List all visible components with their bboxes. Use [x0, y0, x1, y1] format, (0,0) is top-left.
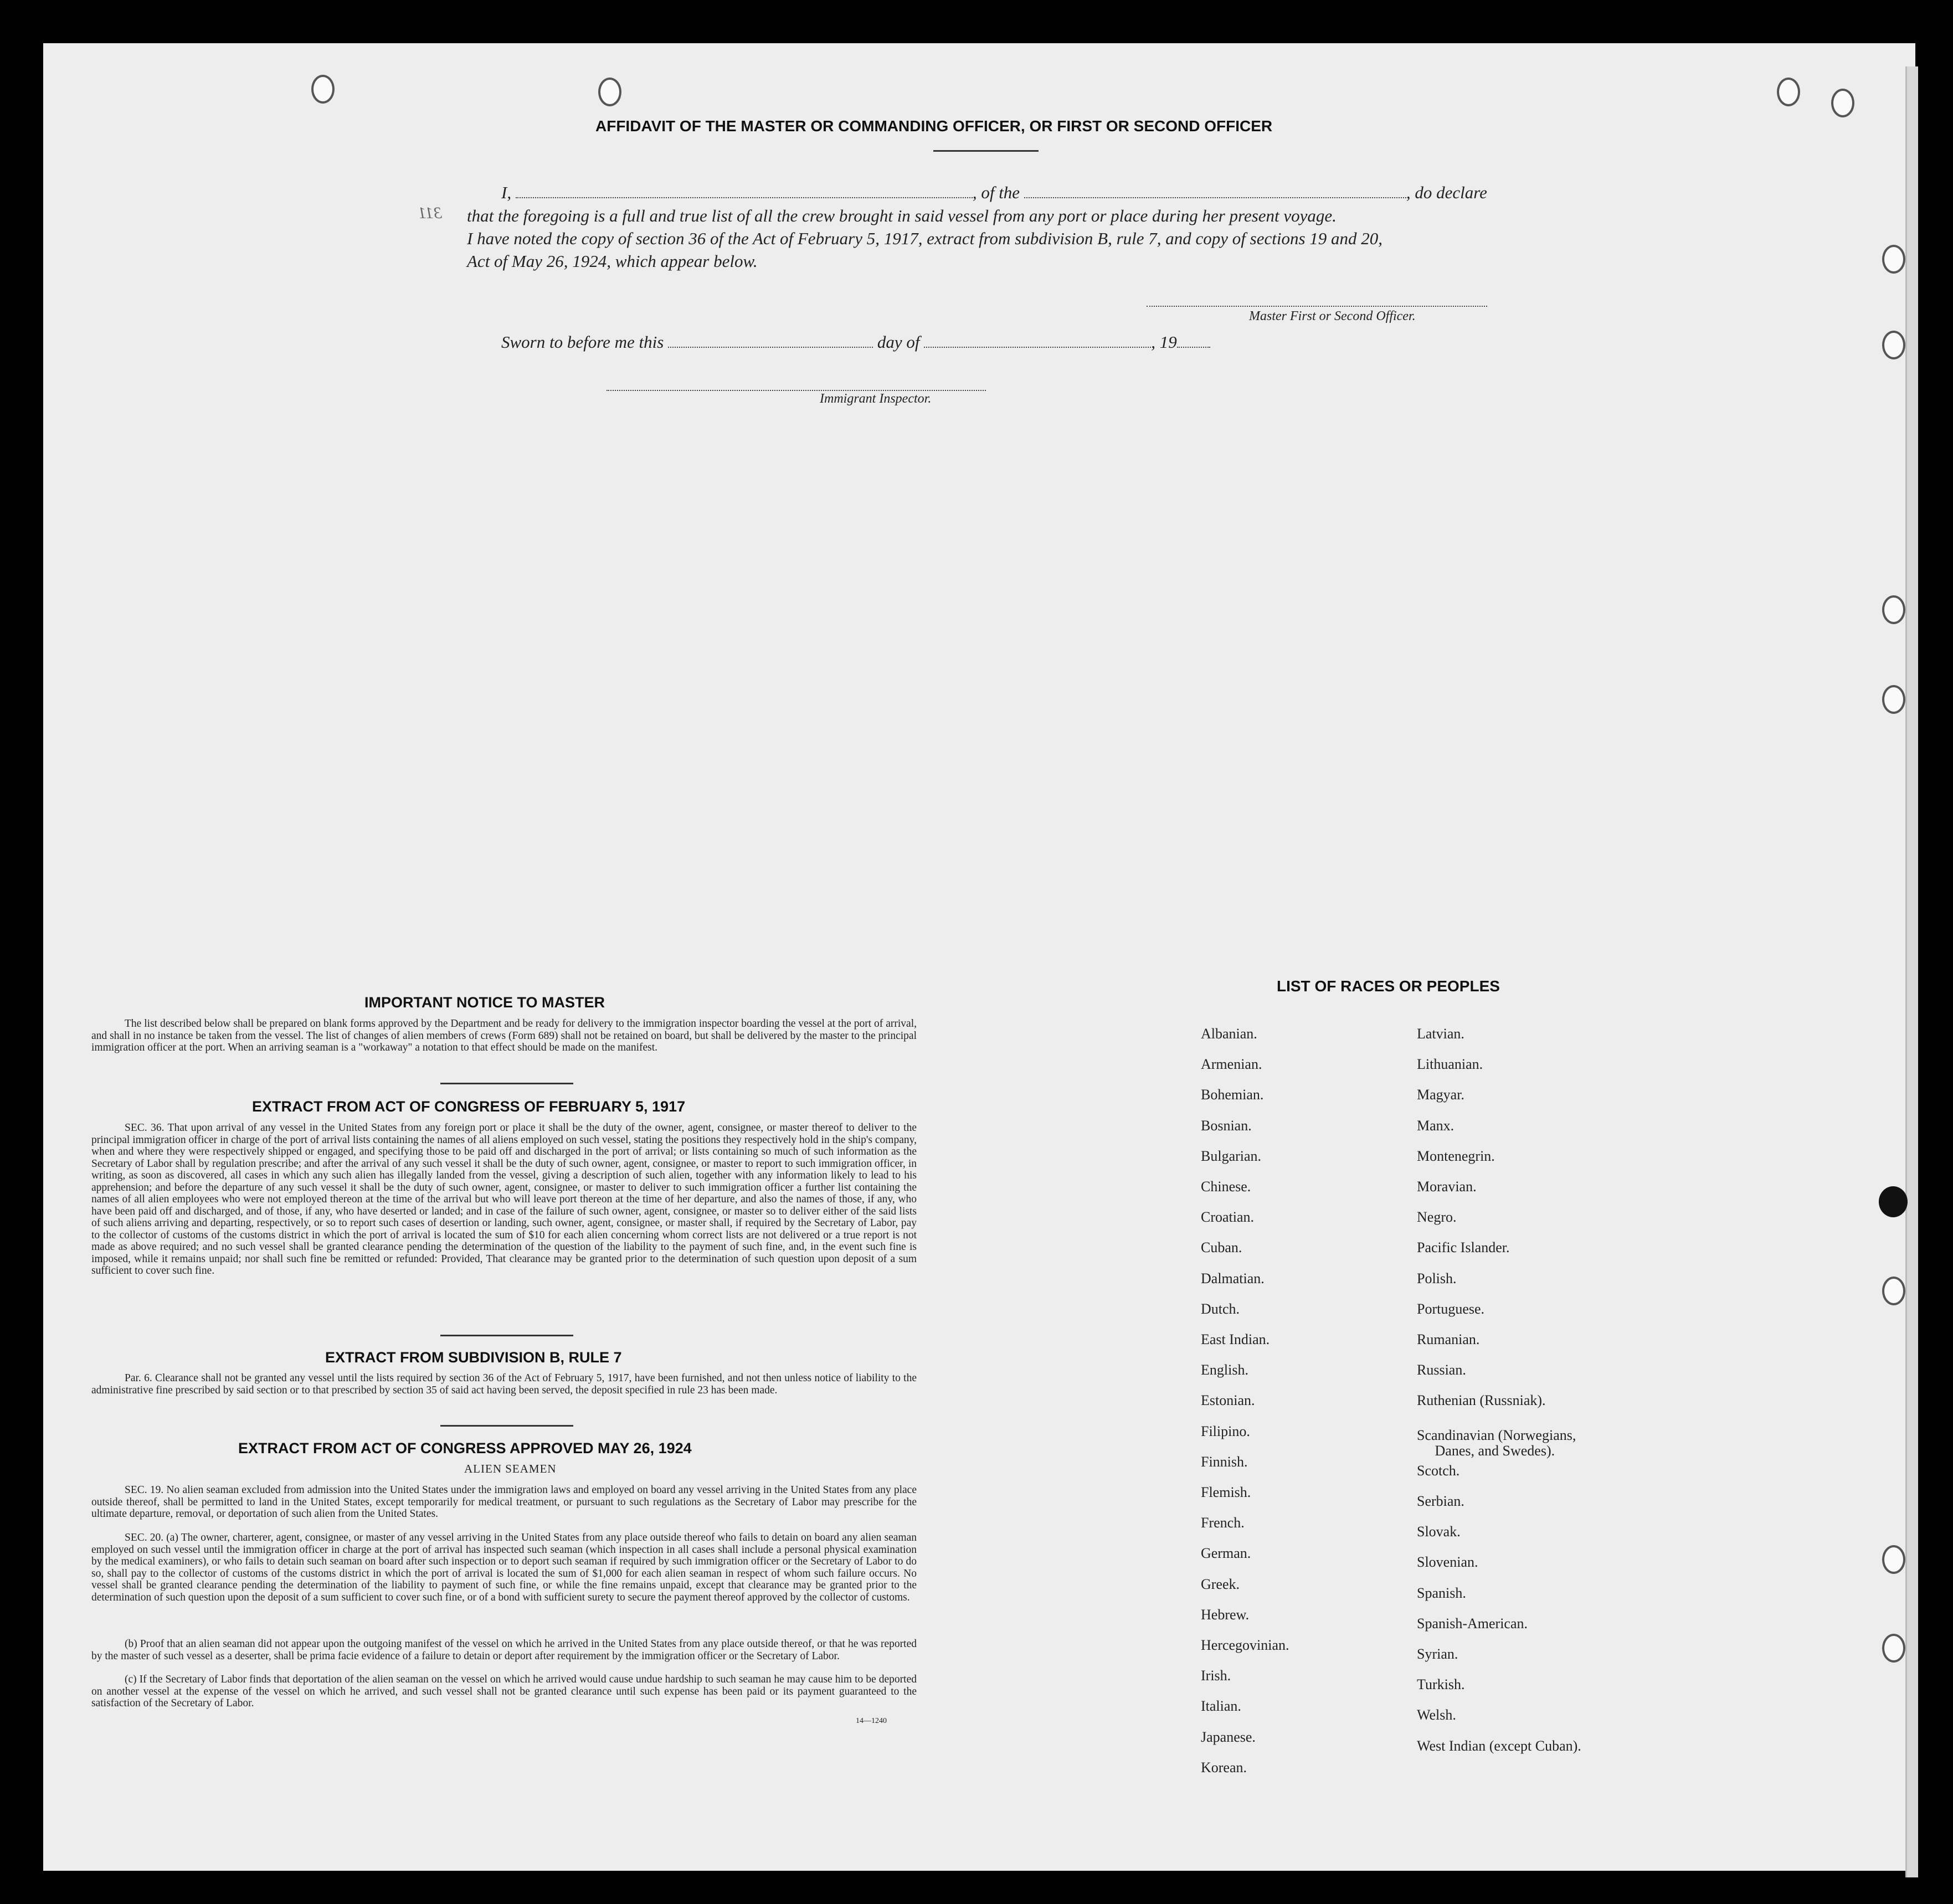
race-item: Welsh. — [1417, 1707, 1456, 1723]
page-mark: 311 — [418, 204, 442, 222]
race-item: Manx. — [1417, 1117, 1455, 1134]
declarant-name-field[interactable] — [516, 197, 973, 198]
race-item: Dutch. — [1201, 1300, 1240, 1317]
race-item: Chinese. — [1201, 1179, 1251, 1195]
race-item: Rumanian. — [1417, 1331, 1480, 1347]
page-edge — [1905, 66, 1918, 1877]
race-item: Bulgarian. — [1201, 1147, 1262, 1164]
sworn-label: Sworn to before me this — [501, 332, 664, 352]
race-item: Irish. — [1201, 1668, 1231, 1684]
punch-hole-icon — [1882, 331, 1905, 359]
race-item: Syrian. — [1417, 1646, 1458, 1662]
race-item: Estonian. — [1201, 1392, 1255, 1409]
punch-hole-icon — [311, 75, 335, 104]
punch-hole-icon — [1882, 245, 1905, 274]
race-item: Montenegrin. — [1417, 1147, 1495, 1164]
race-item: Finnish. — [1201, 1453, 1248, 1470]
race-item: Bosnian. — [1201, 1117, 1252, 1134]
race-item: Slovak. — [1417, 1524, 1461, 1540]
race-item: Korean. — [1201, 1759, 1247, 1776]
race-item: Portuguese. — [1417, 1300, 1485, 1317]
race-item: Italian. — [1201, 1698, 1241, 1715]
sec20b-text: (b) Proof that an alien seaman did not appear upon the outgoing manifest of the vessel on which he arrived in the United States from any place outside thereof, or that he was reported by the master of such vessel as a deserter, shall be prima facie evidence of a failure to detain or deport after requirement by the immigration officer or the Secretary of Labor. — [91, 1638, 917, 1662]
race-item: Hercegovinian. — [1201, 1637, 1289, 1653]
master-signature-line[interactable] — [1147, 305, 1487, 307]
year-label: , 19 — [1151, 332, 1177, 352]
race-item: Hebrew. — [1201, 1606, 1250, 1623]
punch-hole-icon — [598, 78, 621, 106]
race-item: Scandinavian (Norwegians, Danes, and Swedes). — [1417, 1427, 1576, 1459]
affidavit-title: AFFIDAVIT OF THE MASTER OR COMMANDING OFFICER, OR FIRST OR SECOND OFFICER — [595, 117, 1273, 135]
affidavit-line-3: I have noted the copy of section 36 of the Act of February 5, 1917, extract from subdivision B, rule 7, and copy of sections 19 and 20, — [467, 229, 1383, 248]
race-item: Polish. — [1417, 1270, 1457, 1287]
declarant-prefix: I, — [501, 183, 512, 202]
sworn-day-field[interactable] — [668, 346, 873, 348]
sworn-line — [501, 332, 1210, 352]
sec19-text: SEC. 19. No alien seaman excluded from admission into the United States under the immigration laws and employed on board any vessel arriving in the United States from any place outside thereof, shall be permitted to land in the United States, except temporarily for medical treatment, or pursuant to such regulations as the Secretary of Labor may prescribe for the ultimate departure, removal, or deportation of such alien from the United States. — [91, 1484, 917, 1520]
notice-text: The list described below shall be prepared on blank forms approved by the Department and be ready for delivery to the immigration inspector boarding the vessel at the port of arrival, and shall in no instance be taken from the vessel. The list of changes of alien members of crews (Form 689) shall not be retained on board, but shall be delivered by the master to the principal immigration officer at the port. When an arriving seaman is a "workaway" a notation to that effect should be made on the manifest. — [91, 1018, 917, 1053]
punch-hole-icon — [1882, 1277, 1905, 1305]
alien-seamen-subtitle: ALIEN SEAMEN — [464, 1462, 557, 1475]
race-item: Greek. — [1201, 1576, 1240, 1592]
notice-title: IMPORTANT NOTICE TO MASTER — [364, 994, 605, 1011]
punch-hole-icon — [1882, 1545, 1905, 1574]
rule7-title: EXTRACT FROM SUBDIVISION B, RULE 7 — [325, 1349, 622, 1366]
race-item: Filipino. — [1201, 1423, 1250, 1439]
sworn-month-field[interactable] — [924, 346, 1151, 348]
divider — [440, 1335, 573, 1336]
sworn-year-field[interactable] — [1177, 346, 1210, 348]
race-item: Ruthenian (Russniak). — [1417, 1392, 1546, 1409]
extract-1917-title: EXTRACT FROM ACT OF CONGRESS OF FEBRUARY 5, 1917 — [252, 1098, 686, 1115]
race-item: Magyar. — [1417, 1087, 1464, 1103]
race-item: East Indian. — [1201, 1331, 1270, 1347]
race-item: Croatian. — [1201, 1209, 1255, 1226]
punch-hole-icon — [1882, 595, 1905, 624]
race-item: Spanish. — [1417, 1584, 1466, 1601]
form-number: 14—1240 — [856, 1717, 887, 1725]
race-item: West Indian (except Cuban). — [1417, 1737, 1581, 1754]
race-item: Scotch. — [1417, 1462, 1460, 1479]
race-item: Serbian. — [1417, 1493, 1464, 1509]
sec20a-text: SEC. 20. (a) The owner, charterer, agent, consignee, or master of any vessel arriving in the United States from any place outside thereof who fails to detain on board any alien seaman employed on such vessel until the immigration officer in charge at the port of arrival has inspected such seaman (which inspection in all cases shall include a personal physical examination by the medical examiners), or who fails to detain such seaman on board after such inspection or to deport such seaman if required by such immigration officer or the Secretary of Labor to do so, shall pay to the collector of customs of the customs district in which the port of arrival is located the sum of $1,000 for each alien seaman in respect of whom such failure occurs. No vessel shall be granted clearance pending the determination of the liability to payment of such fine, or while the fine remains unpaid, except that clearance may be granted prior to the determination of such question upon the deposit of a sum sufficient to cover such fine, or of a bond with sufficient surety to secure the payment thereof approved by the collector of customs. — [91, 1532, 917, 1603]
punch-hole-icon — [1777, 78, 1800, 106]
extract-1924-title: EXTRACT FROM ACT OF CONGRESS APPROVED MAY 26, 1924 — [238, 1440, 692, 1457]
divider — [933, 150, 1039, 152]
rule7-text: Par. 6. Clearance shall not be granted any vessel until the lists required by section 36 of the Act of February 5, 1917, have been furnished, and not then unless notice of liability to the administrative fine prescribed by said section or to that prescribed by section 35 of said act having been served, the deposit specified in rule 23 has been made. — [91, 1372, 917, 1396]
punch-hole-icon — [1882, 1634, 1905, 1663]
day-of-label: day of — [877, 332, 920, 352]
inspector-signature-label: Immigrant Inspector. — [820, 392, 932, 406]
race-item: Cuban. — [1201, 1239, 1242, 1256]
race-item: Slovenian. — [1417, 1554, 1478, 1571]
race-item: Moravian. — [1417, 1179, 1477, 1195]
master-signature-label: Master First or Second Officer. — [1249, 309, 1416, 323]
race-item: Pacific Islander. — [1417, 1239, 1510, 1256]
inspector-signature-line[interactable] — [607, 389, 986, 391]
punch-hole-icon — [1882, 685, 1905, 714]
divider — [440, 1083, 573, 1084]
extract-1917-text: SEC. 36. That upon arrival of any vessel in the United States from any foreign port or place it shall be the duty of the owner, agent, consignee, or master thereof to deliver to the principal immigration officer in charge of the port of arrival lists containing the names of all aliens employed on such vessel, stating the positions they respectively hold in the ship's company, when and where they were respectively shipped or engaged, and specifying those to be paid off and discharged in the port of arrival; or lists containing so much of such information as the Secretary of Labor shall by regulation prescribe; and after the arrival of any such vessel it shall be the duty of such owner, agent, consignee, or master to report to such immigration officer, in writing, as soon as discovered, all cases in which any such alien has illegally landed from the vessel, giving a description of such alien, together with any information likely to lead to his apprehension; and before the departure of any such vessel it shall be the duty of such owner, agent, consignee, or master to deliver to such immigration officer a further list containing the names of all alien employees who were not employed thereon at the time of the arrival but who will leave port thereon at the time of her departure, and also the names of those, if any, who have been paid off and discharged, and of those, if any, who have deserted or landed; and in case of the failure of such owner, agent, consignee, or master so to deliver either of the said lists of such aliens arriving and departing, respectively, or so to report such cases of desertion or landing, such owner, agent, consignee, or master shall, if required by the Secretary of Labor, pay to the collector of customs of the customs district in which the port of arrival is located the sum of $10 for each alien concerning whom correct lists are not delivered or a true report is not made as above required; and no such vessel shall be granted clearance pending the determination of the question of the liability to the payment of such fine, and, in the event such fine is imposed, while it remains unpaid; nor shall such fine be remitted or refunded: Provided, That clearance may be granted prior to the determination of such question upon deposit of a sum sufficient to cover such fine. — [91, 1122, 917, 1277]
vessel-name-field[interactable] — [1024, 197, 1406, 198]
race-item: Bohemian. — [1201, 1087, 1264, 1103]
sec20c-text: (c) If the Secretary of Labor finds that deportation of the alien seaman on the vessel on which he arrived would cause undue hardship to such seaman he may cause him to be deported on another vessel at the expense of the vessel on which he arrived, and such vessel shall not be granted clearance until such expense has been paid or its payment guaranteed to the satisfaction of the Secretary of Labor. — [91, 1674, 917, 1709]
race-item: Japanese. — [1201, 1728, 1256, 1745]
race-item: Negro. — [1417, 1209, 1457, 1226]
race-item: Flemish. — [1201, 1484, 1251, 1500]
race-item: French. — [1201, 1515, 1245, 1531]
race-item: English. — [1201, 1362, 1248, 1378]
punch-hole-icon — [1831, 89, 1854, 117]
declare-label: , do declare — [1406, 183, 1487, 202]
race-item: Albanian. — [1201, 1026, 1257, 1042]
race-item: German. — [1201, 1545, 1251, 1562]
of-the-label: , of the — [972, 183, 1020, 202]
race-item: Armenian. — [1201, 1056, 1262, 1073]
affidavit-line-4: Act of May 26, 1924, which appear below. — [467, 251, 758, 271]
affidavit-line-1 — [501, 183, 1487, 203]
race-item: Russian. — [1417, 1362, 1466, 1378]
divider — [440, 1425, 573, 1427]
race-item: Latvian. — [1417, 1026, 1464, 1042]
race-item: Spanish-American. — [1417, 1615, 1528, 1632]
race-item: Lithuanian. — [1417, 1056, 1483, 1073]
races-title: LIST OF RACES OR PEOPLES — [1277, 977, 1500, 995]
race-item: Turkish. — [1417, 1676, 1465, 1693]
race-item: Dalmatian. — [1201, 1270, 1265, 1287]
affidavit-line-2: that the foregoing is a full and true list of all the crew brought in said vessel from any port or place during her present voyage. — [467, 206, 1337, 225]
punch-hole-icon — [1879, 1186, 1908, 1217]
